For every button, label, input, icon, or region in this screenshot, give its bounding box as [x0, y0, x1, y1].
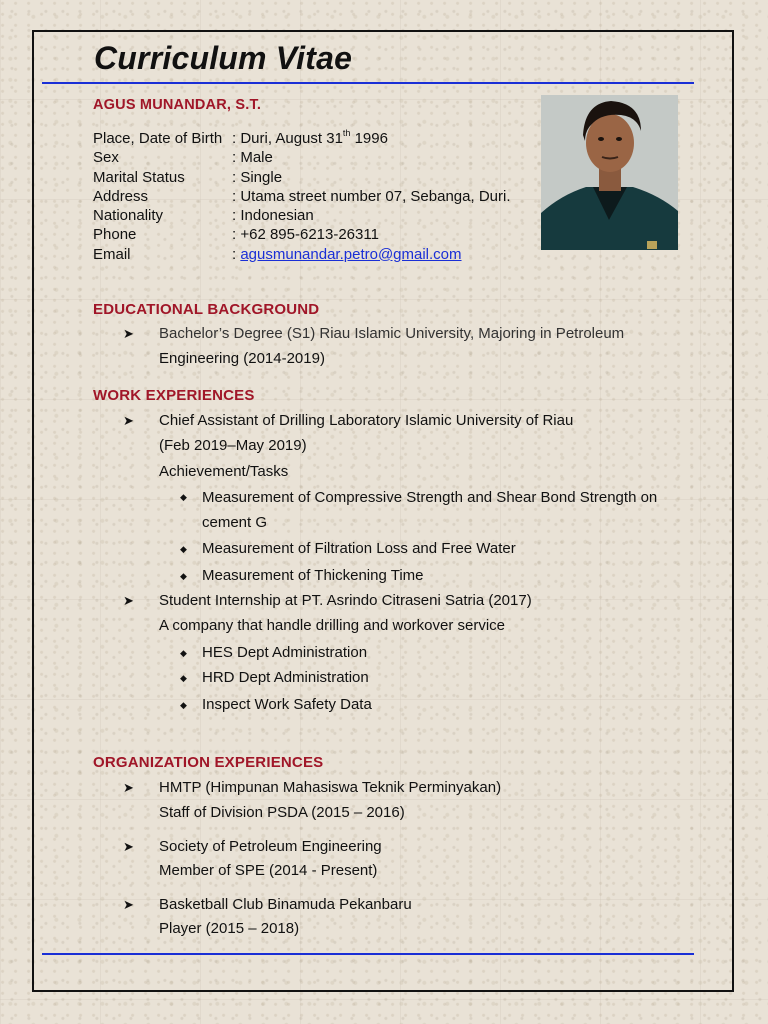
task-item: cement G — [202, 514, 268, 531]
diamond-bullet-icon: ◆ — [180, 648, 187, 658]
info-separator: : — [232, 187, 241, 205]
arrow-bullet-icon: ➤ — [123, 413, 134, 428]
info-value: Utama street number 07, Sebanga, Duri. — [240, 187, 511, 205]
top-divider — [42, 82, 694, 84]
organization-heading: ORGANIZATION EXPERIENCES — [93, 754, 324, 771]
info-row-address — [93, 187, 510, 206]
task-item: Measurement of Compressive Strength and Shear Bond Strength on — [202, 489, 658, 506]
info-value: Indonesian — [240, 207, 314, 225]
job-period: (Feb 2019–May 2019) — [159, 437, 307, 454]
info-separator: : — [232, 168, 241, 186]
info-value: +62 895-6213-26311 — [240, 226, 379, 244]
personal-info — [93, 129, 510, 264]
organization-line: Staff of Division PSDA (2015 – 2016) — [159, 804, 405, 821]
arrow-bullet-icon: ➤ — [123, 593, 134, 608]
profile-photo — [541, 95, 678, 250]
education-heading: EDUCATIONAL BACKGROUND — [93, 301, 320, 318]
job-title: Chief Assistant of Drilling Laboratory Islamic University of Riau — [159, 412, 574, 429]
arrow-bullet-icon: ➤ — [123, 326, 134, 341]
diamond-bullet-icon: ◆ — [180, 700, 187, 710]
info-separator: : — [232, 149, 241, 167]
task-item: HES Dept Administration — [202, 644, 368, 661]
organization-line: Basketball Club Binamuda Pekanbaru — [159, 896, 412, 913]
job-title: Student Internship at PT. Asrindo Citraseni Satria (2017) — [159, 592, 532, 609]
diamond-bullet-icon: ◆ — [180, 571, 187, 581]
info-label: Marital Status — [93, 168, 185, 186]
task-item: Measurement of Thickening Time — [202, 567, 424, 584]
info-value: Male — [240, 149, 273, 167]
organization-line: HMTP (Himpunan Mahasiswa Teknik Perminyakan) — [159, 779, 502, 796]
diamond-bullet-icon: ◆ — [180, 544, 187, 554]
task-item: Measurement of Filtration Loss and Free Water — [202, 540, 516, 557]
ordinal-suffix: th — [342, 128, 351, 138]
work-heading: WORK EXPERIENCES — [93, 387, 255, 404]
bottom-divider — [42, 953, 694, 955]
education-line: Engineering (2014-2019) — [159, 350, 325, 367]
arrow-bullet-icon: ➤ — [123, 780, 134, 795]
diamond-bullet-icon: ◆ — [180, 492, 187, 502]
info-row-birth — [93, 129, 510, 148]
info-row-email — [93, 245, 510, 264]
info-label: Sex — [93, 149, 119, 167]
task-item: HRD Dept Administration — [202, 669, 369, 686]
candidate-name: AGUS MUNANDAR, S.T. — [93, 97, 262, 113]
arrow-bullet-icon: ➤ — [123, 897, 134, 912]
organization-line: Player (2015 – 2018) — [159, 920, 300, 937]
diamond-bullet-icon: ◆ — [180, 673, 187, 683]
birth-year: 1996 — [350, 130, 388, 147]
info-row-marital — [93, 168, 510, 187]
info-row-phone — [93, 225, 510, 244]
organization-line: Member of SPE (2014 - Present) — [159, 862, 378, 879]
info-label: Place, Date of Birth — [93, 130, 223, 147]
info-row-nationality — [93, 206, 510, 225]
birth-value: Duri, August 31 — [240, 130, 343, 147]
info-label: Nationality — [93, 207, 164, 225]
info-separator: : — [232, 226, 241, 244]
info-label: Email — [93, 245, 131, 263]
arrow-bullet-icon: ➤ — [123, 839, 134, 854]
page-title: Curriculum Vitae — [94, 40, 353, 76]
info-separator: : — [232, 245, 241, 263]
job-description: A company that handle drilling and workover service — [159, 617, 506, 634]
organization-line: Society of Petroleum Engineering — [159, 838, 382, 855]
education-line: Bachelor’s Degree (S1) Riau Islamic University, Majoring in Petroleum — [159, 325, 625, 342]
info-separator: : — [232, 207, 241, 225]
info-row-sex — [93, 148, 510, 167]
info-value: Single — [240, 168, 283, 186]
info-value — [240, 130, 388, 147]
info-label: Address — [93, 187, 149, 205]
task-item: Inspect Work Safety Data — [202, 696, 372, 713]
info-separator: : — [232, 130, 241, 147]
info-label: Phone — [93, 226, 137, 244]
tasks-label: Achievement/Tasks — [159, 463, 289, 480]
email-link[interactable]: agusmunandar.petro@gmail.com — [240, 245, 462, 263]
